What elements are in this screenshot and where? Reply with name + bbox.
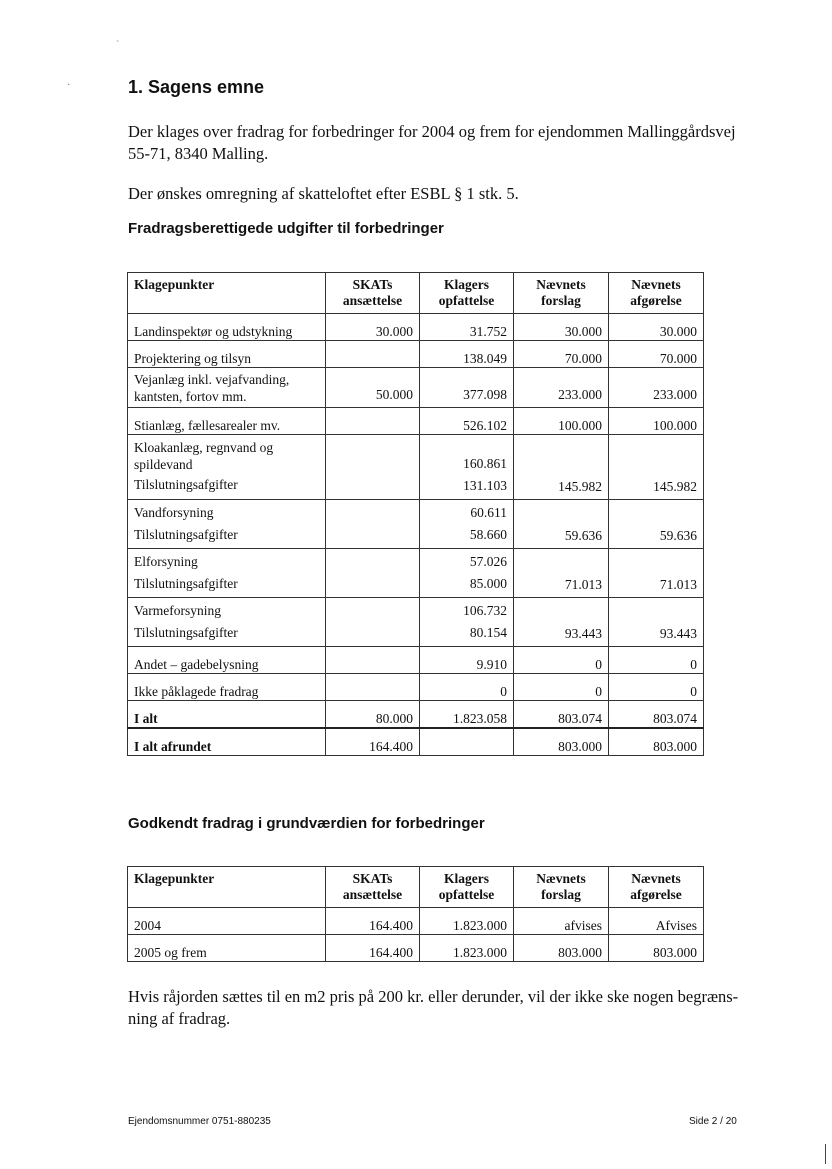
footer-page-number: Side 2 / 20 — [689, 1116, 737, 1127]
col-header-klager: Klagers opfattelse — [420, 273, 514, 314]
table-row: 2004 164.400 1.823.000 afvises Afvises — [128, 908, 704, 935]
table-row: Landinspektør og udstykning 30.000 31.752 30.000 30.000 — [128, 314, 704, 341]
col-header-afgorelse: Nævnets afgørelse — [609, 867, 704, 908]
intro-paragraph — [128, 121, 748, 165]
col-header-skat: SKATs ansættelse — [326, 273, 420, 314]
intro-line-1: Der klages over fradrag for forbedringer for 2004 og frem for ejendommen Mallinggårdsvej — [128, 122, 736, 141]
table-header-row — [128, 273, 704, 314]
col-header-forslag: Nævnets forslag — [514, 273, 609, 314]
col-header-afgorelse: Nævnets afgørelse — [609, 273, 704, 314]
col-header-skat: SKATs ansættelse — [326, 867, 420, 908]
table1-heading: Fradragsberettigede udgifter til forbedringer — [128, 220, 444, 237]
table-row: Projektering og tilsyn 138.049 70.000 70.000 — [128, 341, 704, 368]
grundvaerdi-table — [127, 866, 704, 962]
scan-edge-mark — [825, 1144, 826, 1164]
scan-speck: ˋ — [116, 40, 120, 51]
closing-line-1: Hvis råjorden sættes til en m2 pris på 200 kr. eller derunder, vil der ikke ske nogen begræns- — [128, 987, 739, 1006]
footer-property-number: Ejendomsnummer 0751-880235 — [128, 1116, 271, 1127]
col-header-forslag: Nævnets forslag — [514, 867, 609, 908]
table-row: Andet – gadebelysning 9.910 0 0 — [128, 647, 704, 674]
table-row: Elforsyning Tilslutningsafgifter 57.026 85.000 71.013 71.013 — [128, 549, 704, 598]
col-header-klagepunkter: Klagepunkter — [128, 273, 326, 314]
table2-heading: Godkendt fradrag i grundværdien for forbedringer — [128, 815, 485, 832]
intro-line-2: 55-71, 8340 Malling. — [128, 144, 269, 163]
table-total-row: I alt 80.000 1.823.058 803.074 803.074 — [128, 701, 704, 729]
table-rounded-total-row: I alt afrundet 164.400 803.000 803.000 — [128, 728, 704, 756]
section-heading: 1. Sagens emne — [128, 77, 265, 97]
col-header-klager: Klagers opfattelse — [420, 867, 514, 908]
table-row: Stianlæg, fællesarealer mv. 526.102 100.000 100.000 — [128, 408, 704, 435]
table-row: Ikke påklagede fradrag 0 0 0 — [128, 674, 704, 701]
table-header-row — [128, 867, 704, 908]
closing-line-2: ning af fradrag. — [128, 1009, 231, 1028]
fradrag-table — [127, 272, 704, 756]
table-row: Vandforsyning Tilslutningsafgifter 60.611 58.660 59.636 59.636 — [128, 500, 704, 549]
scan-speck: · — [67, 80, 71, 91]
table-row: Vejanlæg inkl. vejafvanding, kantsten, fortov mm. 50.000 377.098 233.000 233.000 — [128, 368, 704, 408]
col-header-klagepunkter: Klagepunkter — [128, 867, 326, 908]
table-row: Kloakanlæg, regnvand og spildevand Tilslutningsafgifter 160.861 131.103 145.982 145.982 — [128, 435, 704, 500]
table-row: 2005 og frem 164.400 1.823.000 803.000 803.000 — [128, 935, 704, 962]
closing-paragraph — [128, 986, 748, 1030]
omregning-paragraph: Der ønskes omregning af skatteloftet efter ESBL § 1 stk. 5. — [128, 184, 519, 203]
table-row: Varmeforsyning Tilslutningsafgifter 106.732 80.154 93.443 93.443 — [128, 598, 704, 647]
